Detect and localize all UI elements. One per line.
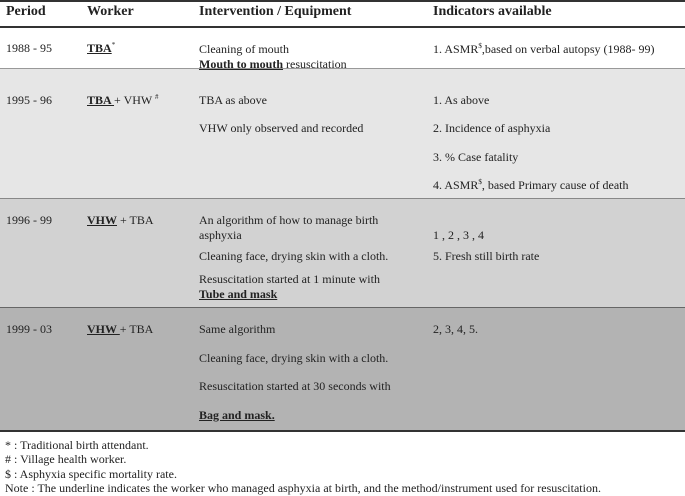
header-worker: Worker — [87, 4, 134, 19]
header-rule — [0, 26, 685, 28]
intervention-line: VHW only observed and recorded — [199, 121, 364, 135]
header-intervention: Intervention / Equipment — [199, 4, 352, 19]
intervention-line: asphyxia — [199, 228, 242, 242]
bottom-rule — [0, 430, 685, 432]
footnote: $ : Asphyxia specific mortality rate. — [5, 467, 177, 481]
period: 1999 - 03 — [6, 322, 52, 336]
intervention-line: Resuscitation started at 30 seconds with — [199, 379, 391, 393]
intervention-line: Cleaning face, drying skin with a cloth. — [199, 351, 389, 365]
worker: TBA* — [87, 41, 116, 55]
indicator: 1. ASMR$,based on verbal autopsy (1988- 99) — [433, 42, 655, 56]
intervention-line: Resuscitation started at 1 minute with — [199, 272, 380, 286]
intervention-line: Bag and mask. — [199, 408, 275, 422]
top-rule — [0, 0, 685, 2]
period: 1996 - 99 — [6, 213, 52, 227]
indicator: 2, 3, 4, 5. — [433, 322, 478, 336]
indicator: 1 , 2 , 3 , 4 — [433, 228, 484, 242]
footnote-note: Note : The underline indicates the worker who managed asphyxia at birth, and the method/instrument used for resuscitation. — [5, 481, 601, 495]
intervention-line: Cleaning face, drying skin with a cloth. — [199, 249, 389, 263]
intervention-line: Tube and mask — [199, 287, 278, 301]
indicator: 4. ASMR$, based Primary cause of death — [433, 178, 629, 192]
period: 1988 - 95 — [6, 41, 52, 55]
footnote: # : Village health worker. — [5, 452, 127, 466]
indicator: 1. As above — [433, 93, 490, 107]
header-indicators: Indicators available — [433, 4, 552, 19]
indicator: 2. Incidence of asphyxia — [433, 121, 551, 135]
intervention-line: TBA as above — [199, 93, 267, 107]
intervention-line: Same algorithm — [199, 322, 276, 336]
worker: TBA + VHW # — [87, 93, 159, 107]
period: 1995 - 96 — [6, 93, 52, 107]
worker: VHW + TBA — [87, 213, 154, 227]
intervention-line: An algorithm of how to manage birth — [199, 213, 379, 227]
intervention-line: Mouth to mouth resuscitation — [199, 57, 347, 71]
header-period: Period — [6, 4, 46, 19]
indicator: 3. % Case fatality — [433, 150, 519, 164]
worker: VHW + TBA — [87, 322, 154, 336]
footnote: * : Traditional birth attendant. — [5, 438, 149, 452]
intervention-line: Cleaning of mouth — [199, 42, 289, 56]
indicator: 5. Fresh still birth rate — [433, 249, 540, 263]
